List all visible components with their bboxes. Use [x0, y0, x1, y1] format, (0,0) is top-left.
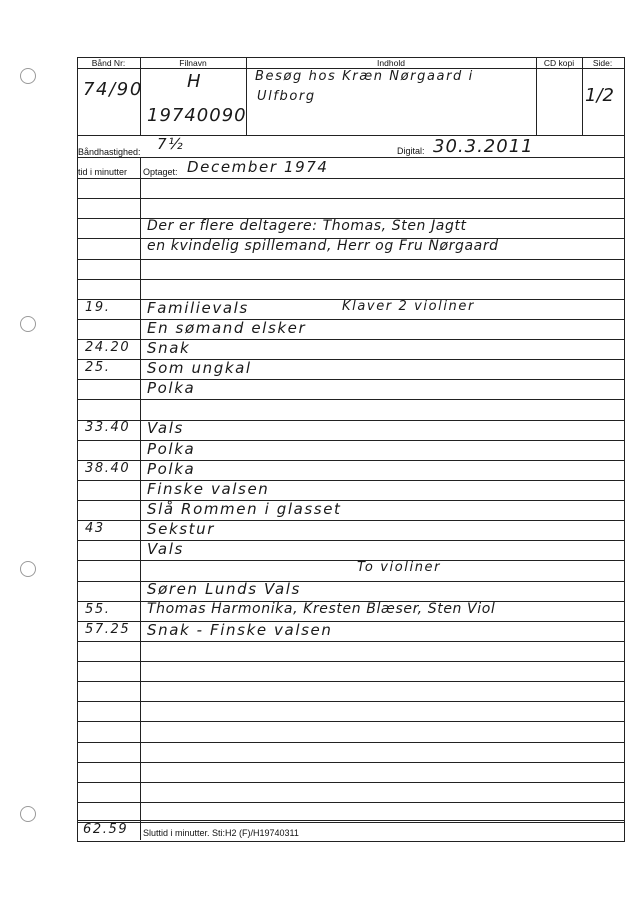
indhold-header: Indhold [377, 58, 405, 68]
row-line [77, 822, 624, 823]
cd-kopi-header: CD kopi [543, 58, 575, 68]
row-line [77, 198, 624, 199]
optaget-label: Optaget: [143, 167, 178, 177]
row-line [77, 379, 624, 380]
binder-hole-1 [20, 68, 36, 84]
row-note: To violiner [357, 560, 442, 576]
row-text: Polka [147, 379, 196, 398]
row-line [77, 319, 624, 320]
row-text: Der er flere deltagere: Thomas, Sten Jagtt [147, 218, 467, 235]
row-line [77, 420, 624, 421]
row-text: Polka [147, 459, 196, 478]
bandhastighed-value: 7½ [157, 135, 185, 153]
row-text: Vals [147, 419, 184, 438]
row-line [77, 279, 624, 280]
row-text: Søren Lunds Vals [147, 580, 301, 599]
tid-label: tid i minutter [78, 167, 128, 177]
row-line [77, 762, 624, 763]
band-nr-header: Bånd Nr: [91, 58, 126, 68]
filnavn-letter: H [187, 71, 203, 92]
binder-hole-3 [20, 561, 36, 577]
row-time: 38.40 [85, 460, 131, 476]
row-line [77, 299, 624, 300]
row-text: Snak - Finske valsen [147, 620, 333, 639]
row-line [77, 359, 624, 360]
row-line [77, 460, 624, 461]
col-line-indhold [536, 57, 537, 135]
sluttid-text: Sluttid i minutter. Sti:H2 (F)/H19740311 [143, 828, 299, 838]
indhold-line-1: Besøg hos Kræn Nørgaard i [255, 69, 474, 84]
side-value: 1/2 [585, 85, 614, 106]
row-time: 43 [85, 521, 105, 536]
bandhastighed-label: Båndhastighed: [78, 147, 141, 157]
digital-label: Digital: [397, 146, 425, 156]
row-line [77, 440, 624, 441]
row-line [77, 681, 624, 682]
row-text: Vals [147, 540, 184, 559]
row-time: 55. [85, 601, 111, 617]
optaget-value: December 1974 [187, 158, 329, 176]
row-text: Sekstur [147, 520, 216, 538]
row-text: Finske valsen [147, 479, 270, 498]
row-text: Som ungkal [147, 359, 252, 377]
row-text: Polka [147, 439, 196, 458]
digital-value: 30.3.2011 [433, 136, 534, 157]
row-line [77, 721, 624, 722]
filnavn-header: Filnavn [179, 58, 207, 68]
row-time: 33.40 [85, 420, 131, 436]
end-time: 62.59 [83, 822, 129, 837]
filnavn-number: 19740090 [147, 105, 247, 126]
row-text: en kvindelig spillemand, Herr og Fru Nørgaard [147, 238, 499, 255]
row-line [77, 218, 624, 219]
row-line [77, 480, 624, 481]
row-line [77, 500, 624, 501]
tape-log-form [77, 57, 624, 841]
row-line [77, 560, 624, 561]
row-line [77, 782, 624, 783]
time-column-line [140, 157, 141, 840]
row-line [77, 742, 624, 743]
row-line [77, 399, 624, 400]
row-time: 24.20 [85, 339, 131, 355]
footer-line [77, 820, 624, 821]
row-line [77, 802, 624, 803]
row-text: Slå Rommen i glasset [147, 499, 342, 518]
indhold-line-2: Ulfborg [257, 89, 316, 104]
binder-hole-4 [20, 806, 36, 822]
row-line [77, 540, 624, 541]
binder-hole-2 [20, 316, 36, 332]
speed-row-line [77, 157, 624, 158]
row-line [77, 339, 624, 340]
row-time: 19. [85, 299, 111, 315]
row-line [77, 621, 624, 622]
row-text: Familievals [147, 298, 249, 317]
row-line [77, 601, 624, 602]
row-text: En sømand elsker [147, 318, 307, 337]
side-header: Side: [592, 58, 613, 68]
row-text: Thomas Harmonika, Kresten Blæser, Sten Viol [147, 600, 496, 617]
row-time: 25. [85, 360, 111, 375]
col-line-cd [582, 57, 583, 135]
row-line [77, 661, 624, 662]
row-line [77, 520, 624, 521]
row-time: 57.25 [85, 621, 131, 637]
row-line [77, 238, 624, 239]
row-line [77, 178, 624, 179]
row-line [77, 259, 624, 260]
row-note: Klaver 2 violiner [342, 298, 475, 314]
row-line [77, 581, 624, 582]
row-line [77, 641, 624, 642]
band-nr-value: 74/90 [83, 79, 143, 100]
row-text: Snak [147, 338, 191, 357]
row-line [77, 701, 624, 702]
